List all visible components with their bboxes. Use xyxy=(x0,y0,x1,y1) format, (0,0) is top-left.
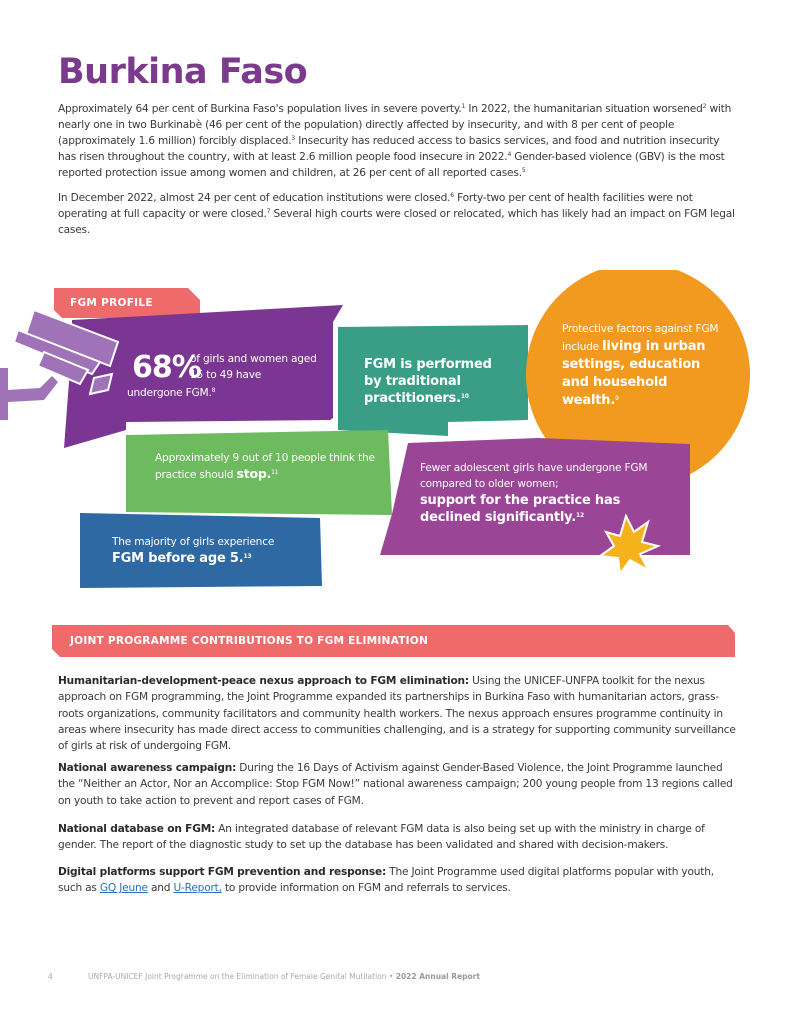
footnote-ref[interactable]: 11 xyxy=(271,469,279,476)
intro-text: Forty-two per cent of health facilities were not operating at full capacity or were closed. xyxy=(58,192,693,220)
footer-report-title xyxy=(88,972,480,981)
contributions-heading: JOINT PROGRAMME CONTRIBUTIONS TO FGM ELIMINATION xyxy=(70,635,429,647)
magenta-fact-bold: support for the practice has declined significantly. xyxy=(420,493,621,525)
stat-value: 68% xyxy=(132,350,201,385)
footnote-ref[interactable]: 13 xyxy=(243,553,252,560)
footnote-ref[interactable]: 10 xyxy=(460,393,469,400)
footer-separator: • xyxy=(388,972,394,981)
footnote-ref[interactable]: 5 xyxy=(521,167,526,174)
teal-fact xyxy=(364,356,504,407)
contribution-text: and xyxy=(147,882,174,895)
footnote-ref[interactable]: 9 xyxy=(615,395,619,402)
orange-fact xyxy=(562,321,722,410)
contribution-title: National database on FGM: xyxy=(58,823,216,835)
footnote-ref[interactable]: 12 xyxy=(576,512,584,519)
u-report-link[interactable]: U-Report, xyxy=(173,882,222,895)
fgm-profile-infographic xyxy=(0,270,791,600)
green-fact-lead: Approximately 9 out of 10 people think the practice should xyxy=(155,452,375,481)
blue-fact-bold-wrap xyxy=(112,550,312,567)
green-fact-bold: stop. xyxy=(236,466,272,481)
footnote-ref[interactable]: 1 xyxy=(461,103,466,110)
footer-report-year: 2022 Annual Report xyxy=(395,972,480,981)
intro-text: In 2022, the humanitarian situation worsened xyxy=(465,103,703,115)
contribution-title: Humanitarian-development-peace nexus approach to FGM elimination: xyxy=(58,675,469,687)
footnote-ref[interactable]: 8 xyxy=(211,387,216,394)
intro-paragraph-1 xyxy=(58,101,738,181)
stat-description: of girls and women aged 15 to 49 have xyxy=(190,353,317,381)
blue-fact xyxy=(112,534,312,567)
intro-text: Insecurity has reduced access to basics services, and food and nutrition insecurity has risen throughout the country, with at least 2.6 million people food insecure in 2022. xyxy=(58,135,720,163)
contribution-item xyxy=(58,760,738,809)
contribution-item xyxy=(58,673,738,754)
blue-fact-lead: The majority of girls experience xyxy=(112,536,275,548)
intro-text: In December 2022, almost 24 per cent of education institutions were closed. xyxy=(58,192,451,204)
orange-fact-lead: Protective factors against FGM include xyxy=(562,323,719,353)
teal-fact-text: FGM is performed by traditional practitioners. xyxy=(364,357,492,406)
blue-fact-bold: FGM before age 5. xyxy=(112,551,244,566)
contribution-text: The Joint Programme used digital platforms popular with youth, such as xyxy=(58,866,714,895)
gq-jeune-link[interactable]: GQ Jeune xyxy=(99,882,148,895)
footer-report-name: UNFPA-UNICEF Joint Programme on the Elimination of Female Genital Mutilation xyxy=(88,972,387,981)
orange-fact-bold: living in urban settings, education and household wealth. xyxy=(562,339,706,408)
contributions-section-banner xyxy=(52,625,735,657)
stat-text-b: undergone FGM. xyxy=(127,387,212,399)
intro-paragraph-2 xyxy=(58,190,738,238)
magenta-fact-bold-wrap xyxy=(420,492,680,526)
stat-description-end xyxy=(127,385,327,401)
contribution-text: During the 16 Days of Activism against Gender-Based Violence, the Joint Programme launched the “Neither an Actor, Nor an Accomplice: Stop FGM Now!” national awareness campaign; 200 young people from 13 regions called on youth to take action to prevent and report cases of FGM. xyxy=(58,762,733,807)
magenta-fact-lead: Fewer adolescent girls have undergone FGM compared to older women; xyxy=(420,462,648,490)
contribution-item xyxy=(58,864,738,897)
intro-text: Several high courts were closed or relocated, which has likely had an impact on FGM legal cases. xyxy=(58,208,735,236)
contribution-item xyxy=(58,821,738,854)
green-fact xyxy=(155,450,385,483)
page-number: 4 xyxy=(48,972,53,981)
footnote-ref[interactable]: 4 xyxy=(507,151,512,158)
magenta-fact xyxy=(420,460,680,526)
contribution-title: National awareness campaign: xyxy=(58,762,237,774)
footnote-ref[interactable]: 2 xyxy=(702,103,707,110)
intro-text: with nearly one in two Burkinabè (46 per cent of the population) directly affected by insecurity, and with 8 per cent of people (approximately 1.6 million) forcibly displaced. xyxy=(58,103,732,147)
contribution-title: Digital platforms support FGM prevention and response: xyxy=(58,866,387,878)
footnote-ref[interactable]: 6 xyxy=(450,192,454,199)
contribution-text: Using the UNICEF-UNFPA toolkit for the nexus approach on FGM programming, the Joint Programme expanded its partnerships in Burkina Faso with humanitarian actors, grass-roots organizations, community facilitators and community health workers. The nexus approach ensures programme continuity in areas where insecurity has made direct access to communities challenging, and is a strategy for supporting community surveillance of girls at risk of undergoing FGM. xyxy=(58,675,736,753)
fgm-profile-tag: FGM PROFILE xyxy=(70,297,153,309)
footnote-ref[interactable]: 7 xyxy=(266,208,271,215)
contribution-text: An integrated database of relevant FGM data is also being set up with the ministry in charge of gender. The report of the diagnostic study to set up the database has been validated and shared with decision-makers. xyxy=(58,823,705,852)
intro-text: Approximately 64 per cent of Burkina Faso's population lives in severe poverty. xyxy=(58,103,462,115)
intro-text: Gender-based violence (GBV) is the most reported protection issue among women and children, at 26 per cent of all reported cases. xyxy=(58,151,725,179)
footnote-ref[interactable]: 3 xyxy=(291,135,296,142)
page-title: Burkina Faso xyxy=(58,52,308,92)
contribution-text: to provide information on FGM and referrals to services. xyxy=(221,882,511,895)
